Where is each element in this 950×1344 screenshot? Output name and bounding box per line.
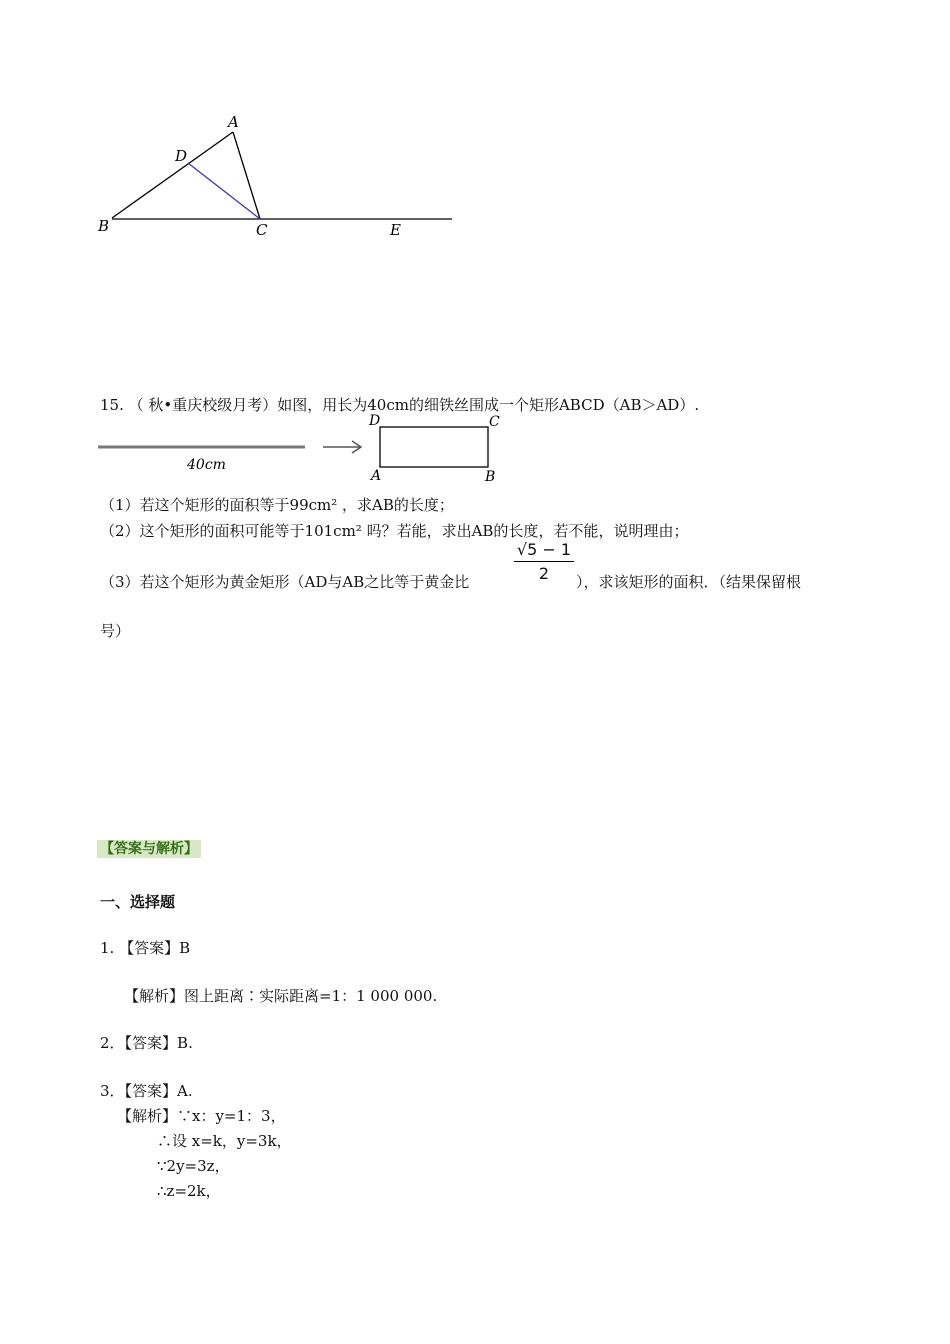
triangle-figure	[90, 105, 470, 245]
q3-answer: 3．【答案】A.	[100, 1082, 193, 1100]
part-3-continuation: 号）	[100, 622, 131, 640]
rectangle-abcd	[380, 427, 488, 467]
golden-ratio-fraction	[514, 540, 574, 583]
fraction-denominator: 2	[538, 564, 550, 583]
part-1: （1）若这个矩形的面积等于99cm² ，求AB的长度；	[100, 496, 454, 514]
q3-analysis-line-3: ∵2y=3z，	[157, 1157, 230, 1175]
segment-ba	[112, 132, 233, 218]
rect-label-c: C	[489, 414, 500, 430]
rect-label-d: D	[369, 413, 381, 429]
q3-analysis-line-1: 【解析】∵x：y=1：3，	[117, 1107, 286, 1125]
q1-analysis: 【解析】图上距离∶实际距离=1：1 000 000.	[124, 987, 438, 1005]
label-d: D	[175, 147, 188, 165]
fraction-numerator: √5 − 1	[514, 540, 574, 562]
q1-answer: 1. 【答案】B	[100, 939, 191, 957]
segment-dc	[188, 163, 260, 219]
part-2: （2）这个矩形的面积可能等于101cm² 吗？若能，求出AB的长度，若不能，说明理由；	[100, 522, 689, 540]
wire-label: 40cm	[187, 457, 226, 473]
q3-analysis-line-4: ∴z=2k，	[157, 1182, 221, 1200]
part-3-after: ），求该矩形的面积．（结果保留根	[576, 573, 802, 591]
rect-label-b: B	[485, 469, 496, 485]
label-a: A	[228, 113, 239, 131]
part-3-before: （3）若这个矩形为黄金矩形（AD与AB之比等于黄金比	[100, 573, 470, 591]
label-b: B	[98, 217, 110, 235]
problem-text: （ 秋•重庆校级月考）如图，用长为40cm的细铁丝围成一个矩形ABCD（AB＞AD）.	[128, 396, 700, 414]
rect-label-a: A	[371, 468, 382, 484]
segment-ac	[233, 132, 260, 219]
label-e: E	[390, 221, 401, 239]
q2-answer: 2．【答案】B.	[100, 1034, 193, 1052]
wire-rectangle-figure	[95, 410, 515, 485]
answers-section-title: 【答案与解析】	[97, 840, 201, 858]
problem-number: 15.	[100, 396, 124, 414]
label-c: C	[256, 221, 268, 239]
q3-analysis-line-2: ∴设 x=k，y=3k，	[157, 1132, 292, 1150]
subsection-title: 一、选择题	[100, 893, 176, 911]
